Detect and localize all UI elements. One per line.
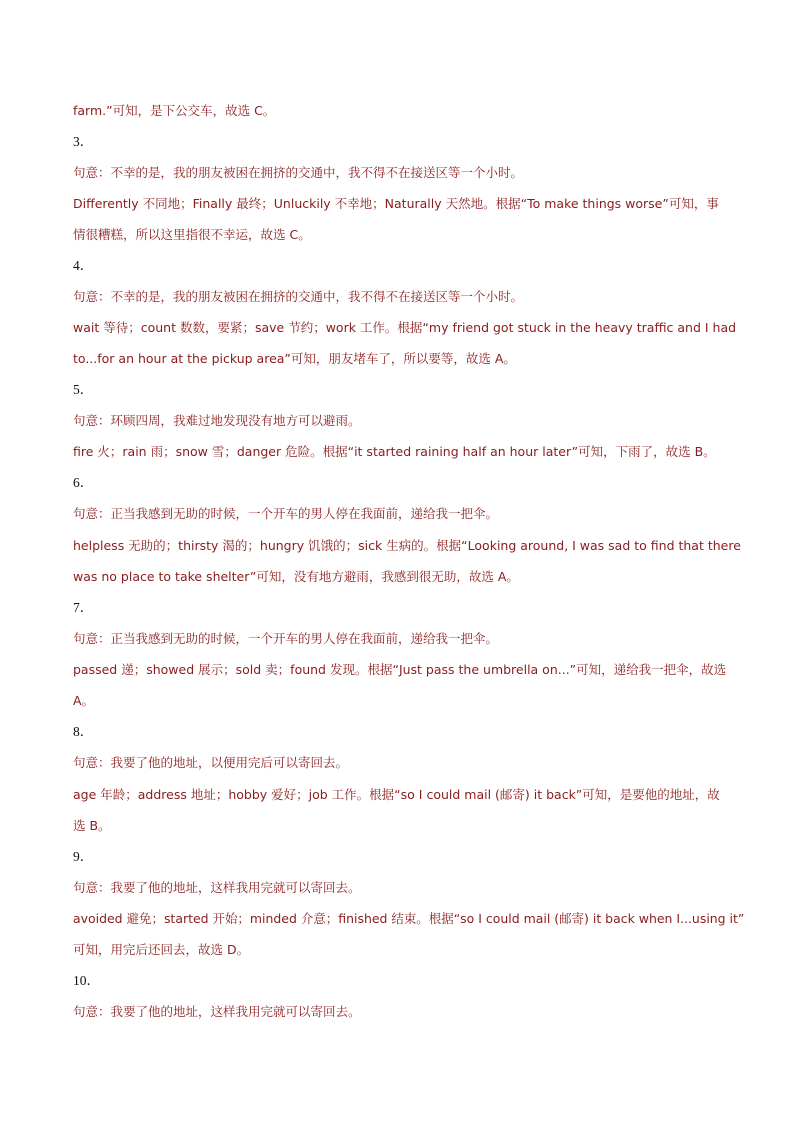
question-number: 7． xyxy=(73,600,94,615)
sentence-meaning: 句意：我要了他的地址，这样我用完就可以寄回去。 xyxy=(73,880,361,895)
question-number: 6． xyxy=(73,475,94,490)
question-number: 3． xyxy=(73,134,94,149)
text-line: A。 xyxy=(73,693,95,708)
sentence-meaning: 句意：环顾四周，我难过地发现没有地方可以避雨。 xyxy=(73,413,361,428)
text-line: farm.”可知，是下公交车，故选 C。 xyxy=(73,103,276,118)
text-line: 情很糟糕，所以这里指很不幸运，故选 C。 xyxy=(73,227,311,242)
text-line: fire 火；rain 雨；snow 雪；danger 危险。根据“it started raining half an hour later”可知，下雨了，故选 B。 xyxy=(73,444,716,459)
sentence-meaning: 句意：正当我感到无助的时候，一个开车的男人停在我面前，递给我一把伞。 xyxy=(73,631,499,646)
text-line: Differently 不同地；Finally 最终；Unluckily 不幸地；Naturally 天然地。根据“To make things worse”可知，事 xyxy=(73,196,719,211)
sentence-meaning: 句意：不幸的是，我的朋友被困在拥挤的交通中，我不得不在接送区等一个小时。 xyxy=(73,289,524,304)
sentence-meaning: 句意：我要了他的地址，以便用完后可以寄回去。 xyxy=(73,755,349,770)
sentence-meaning: 句意：正当我感到无助的时候，一个开车的男人停在我面前，递给我一把伞。 xyxy=(73,506,499,521)
text-line: helpless 无助的；thirsty 渴的；hungry 饥饿的；sick 生病的。根据“Looking around, I was sad to find that there xyxy=(73,538,741,553)
text-line: 可知，用完后还回去，故选 D。 xyxy=(73,942,250,957)
text-line: was no place to take shelter”可知，没有地方避雨，我感到很无助，故选 A。 xyxy=(73,569,519,584)
text-line: avoided 避免；started 开始；minded 介意；finished 结束。根据“so I could mail (邮寄) it back when I...using it” xyxy=(73,911,745,926)
question-number: 9． xyxy=(73,849,94,864)
question-number: 10． xyxy=(73,973,100,988)
question-number: 8． xyxy=(73,724,94,739)
sentence-meaning: 句意：不幸的是，我的朋友被困在拥挤的交通中，我不得不在接送区等一个小时。 xyxy=(73,165,524,180)
text-line: to...for an hour at the pickup area”可知，朋友堵车了，所以要等，故选 A。 xyxy=(73,351,516,366)
text-line: 选 B。 xyxy=(73,818,111,833)
text-line: wait 等待；count 数数，要紧；save 节约；work 工作。根据“my friend got stuck in the heavy traffic and I had xyxy=(73,320,737,335)
sentence-meaning: 句意：我要了他的地址，这样我用完就可以寄回去。 xyxy=(73,1004,361,1019)
question-number: 5． xyxy=(73,382,94,397)
question-number: 4． xyxy=(73,258,94,273)
text-line: age 年龄；address 地址；hobby 爱好；job 工作。根据“so I could mail (邮寄) it back”可知，是要他的地址，故 xyxy=(73,787,720,802)
text-line: passed 递；showed 展示；sold 卖；found 发现。根据“Just pass the umbrella on...”可知，递给我一把伞，故选 xyxy=(73,662,727,677)
